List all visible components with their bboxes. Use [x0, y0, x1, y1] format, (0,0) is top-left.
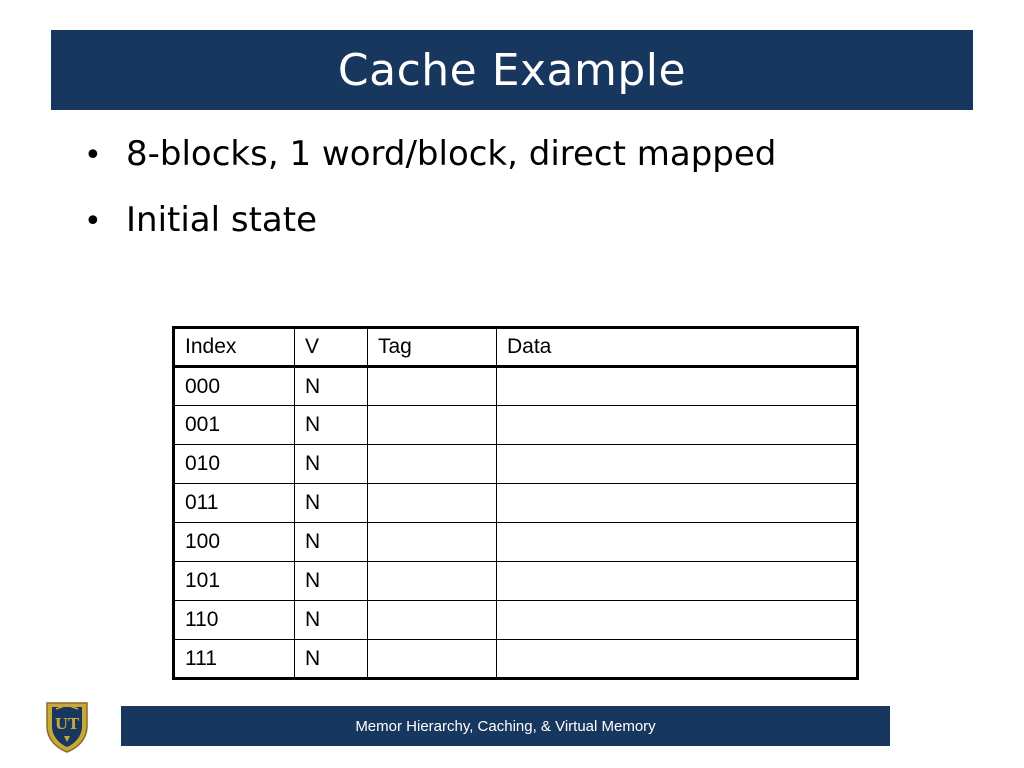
cell-valid: N: [295, 562, 368, 601]
header-tag: Tag: [368, 328, 497, 367]
cell-index: 011: [174, 484, 295, 523]
bullet-dot-icon: •: [84, 204, 102, 239]
cell-tag: [368, 523, 497, 562]
cell-valid: N: [295, 601, 368, 640]
cell-index: 101: [174, 562, 295, 601]
table-row: [174, 562, 858, 601]
cell-data: [497, 445, 858, 484]
table-row: [174, 445, 858, 484]
cell-index: 000: [174, 367, 295, 406]
title-bar: [51, 30, 973, 110]
table-row: [174, 523, 858, 562]
cell-tag: [368, 640, 497, 679]
table-row: [174, 640, 858, 679]
bullet-item: [84, 200, 776, 266]
cell-tag: [368, 484, 497, 523]
cell-valid: N: [295, 406, 368, 445]
table-row: [174, 406, 858, 445]
svg-text:UT: UT: [54, 715, 80, 733]
cell-data: [497, 367, 858, 406]
table-row: [174, 367, 858, 406]
table-header-row: [174, 328, 858, 367]
cell-data: [497, 562, 858, 601]
bullet-text: Initial state: [126, 200, 318, 240]
cell-tag: [368, 601, 497, 640]
cell-valid: N: [295, 484, 368, 523]
cell-tag: [368, 562, 497, 601]
cell-data: [497, 523, 858, 562]
cell-data: [497, 640, 858, 679]
cell-tag: [368, 445, 497, 484]
bullet-text: 8-blocks, 1 word/block, direct mapped: [126, 134, 777, 174]
table-row: [174, 484, 858, 523]
bullet-list: [84, 134, 776, 266]
cache-table: [172, 326, 859, 680]
cell-index: 110: [174, 601, 295, 640]
header-index: Index: [174, 328, 295, 367]
cell-index: 100: [174, 523, 295, 562]
cell-valid: N: [295, 640, 368, 679]
header-data: Data: [497, 328, 858, 367]
footer-bar: [121, 706, 890, 746]
cell-index: 010: [174, 445, 295, 484]
bullet-item: [84, 134, 776, 200]
cell-data: [497, 484, 858, 523]
cell-index: 111: [174, 640, 295, 679]
cell-valid: N: [295, 367, 368, 406]
cell-valid: N: [295, 523, 368, 562]
ut-shield-logo-icon: [44, 700, 90, 754]
cell-tag: [368, 406, 497, 445]
bullet-dot-icon: •: [84, 138, 102, 173]
cell-valid: N: [295, 445, 368, 484]
cell-data: [497, 601, 858, 640]
slide-title: Cache Example: [337, 44, 687, 96]
cell-data: [497, 406, 858, 445]
header-valid: V: [295, 328, 368, 367]
cell-index: 001: [174, 406, 295, 445]
cell-tag: [368, 367, 497, 406]
table-row: [174, 601, 858, 640]
footer-text: Memor Hierarchy, Caching, & Virtual Memory: [355, 717, 656, 735]
